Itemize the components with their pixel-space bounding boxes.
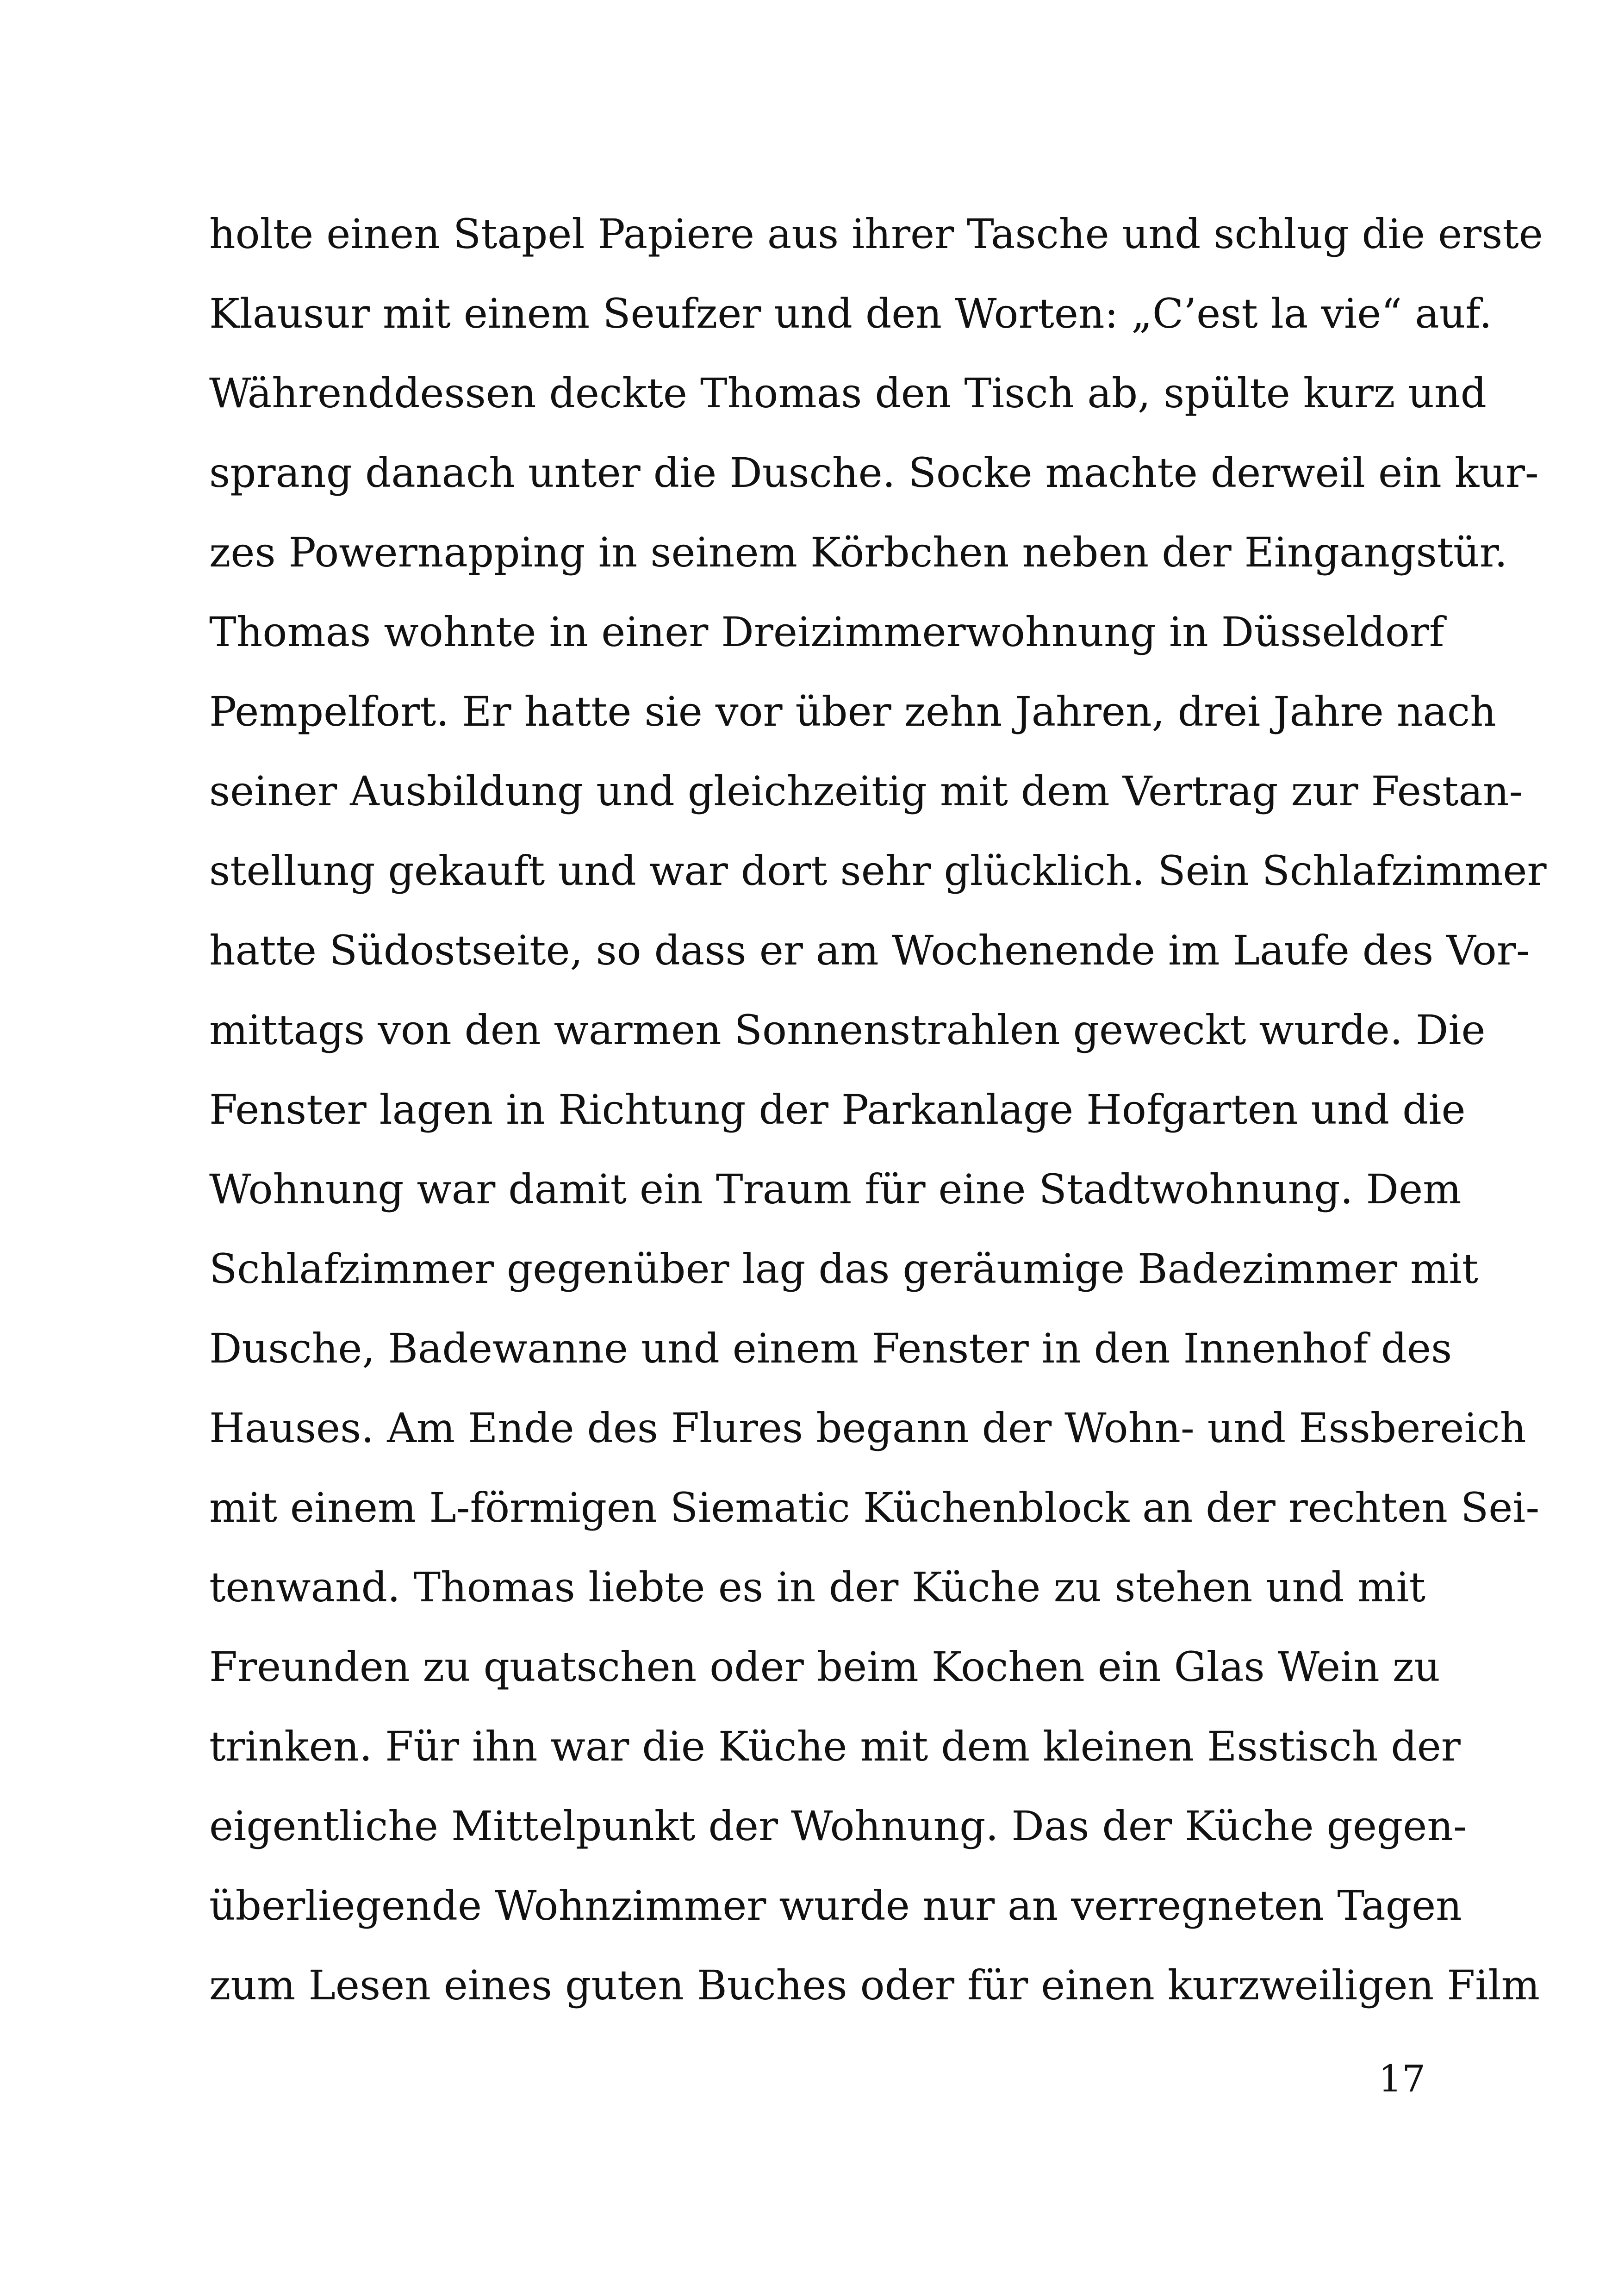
text-line: Klausur mit einem Seufzer und den Worten: „C’est la vie“ auf. bbox=[209, 290, 1492, 337]
text-line: zum Lesen eines guten Buches oder für einen kurzweiligen Film bbox=[209, 1961, 1540, 2009]
text-line: tenwand. Thomas liebte es in der Küche zu stehen und mit bbox=[209, 1563, 1425, 1611]
text-line: Pempelfort. Er hatte sie vor über zehn Jahren, drei Jahre nach bbox=[209, 688, 1496, 735]
text-line: mit einem L-förmigen Siematic Küchenblock an der rechten Sei- bbox=[209, 1484, 1540, 1531]
text-line: Hauses. Am Ende des Flures begann der Wohn- und Essbereich bbox=[209, 1404, 1526, 1452]
page-number: 17 bbox=[1378, 2057, 1425, 2100]
text-line: zes Powernapping in seinem Körbchen neben der Eingangstür. bbox=[209, 529, 1508, 576]
text-line: Schlafzimmer gegenüber lag das geräumige Badezimmer mit bbox=[209, 1245, 1479, 1293]
text-line: holte einen Stapel Papiere aus ihrer Tasche und schlug die erste bbox=[209, 210, 1543, 258]
text-line: Freunden zu quatschen oder beim Kochen ein Glas Wein zu bbox=[209, 1643, 1440, 1691]
text-line: sprang danach unter die Dusche. Socke machte derweil ein kur- bbox=[209, 449, 1539, 497]
text-line: mittags von den warmen Sonnenstrahlen geweckt wurde. Die bbox=[209, 1006, 1486, 1054]
text-line: Wohnung war damit ein Traum für eine Stadtwohnung. Dem bbox=[209, 1165, 1462, 1213]
text-line: stellung gekauft und war dort sehr glücklich. Sein Schlafzimmer bbox=[209, 847, 1547, 895]
text-line: überliegende Wohnzimmer wurde nur an verregneten Tagen bbox=[209, 1882, 1462, 1929]
text-line: Fenster lagen in Richtung der Parkanlage Hofgarten und die bbox=[209, 1086, 1466, 1133]
text-line: Währenddessen deckte Thomas den Tisch ab, spülte kurz und bbox=[209, 369, 1487, 417]
body-text bbox=[209, 194, 1547, 2025]
text-line: Dusche, Badewanne und einem Fenster in den Innenhof des bbox=[209, 1325, 1452, 1372]
text-line: Thomas wohnte in einer Dreizimmerwohnung in Düsseldorf bbox=[209, 608, 1444, 656]
text-line: seiner Ausbildung und gleichzeitig mit dem Vertrag zur Festan- bbox=[209, 767, 1523, 815]
text-line: eigentliche Mittelpunkt der Wohnung. Das der Küche gegen- bbox=[209, 1802, 1467, 1850]
text-line: hatte Südostseite, so dass er am Wochenende im Laufe des Vor- bbox=[209, 927, 1530, 974]
text-line: trinken. Für ihn war die Küche mit dem kleinen Esstisch der bbox=[209, 1723, 1461, 1770]
